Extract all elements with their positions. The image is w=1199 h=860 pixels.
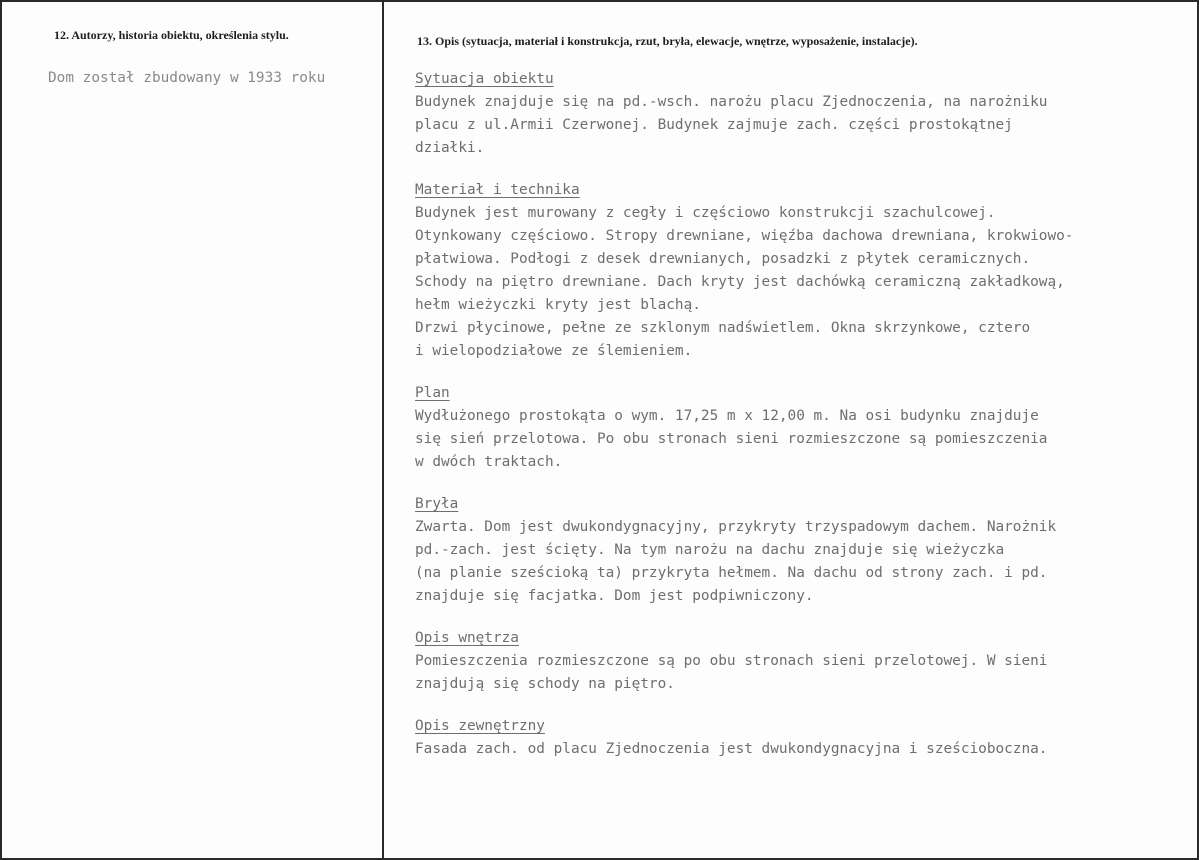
text-line: placu z ul.Armii Czerwonej. Budynek zajmuje zach. części prostokątnej bbox=[415, 117, 1013, 133]
text-line: znajdują się schody na piętro. bbox=[415, 676, 675, 692]
section-12-heading: 12. Autorzy, historia obiektu, określenia stylu. bbox=[54, 28, 289, 42]
text-line: Otynkowany częściowo. Stropy drewniane, więźba dachowa drewniana, krokwiowo- bbox=[415, 228, 1074, 244]
text-line: hełm wieżyczki kryty jest blachą. bbox=[415, 297, 701, 313]
text-line: Wydłużonego prostokąta o wym. 17,25 m x 12,00 m. Na osi budynku znajduje bbox=[415, 408, 1039, 424]
section-exterior bbox=[415, 715, 1195, 761]
text-line: i wielopodziałowe ze ślemieniem. bbox=[415, 343, 693, 359]
text-line: Zwarta. Dom jest dwukondygnacyjny, przykryty trzyspadowym dachem. Narożnik bbox=[415, 519, 1057, 535]
section-title: Bryła bbox=[415, 496, 459, 512]
section-title: Plan bbox=[415, 385, 450, 401]
section-title: Materiał i technika bbox=[415, 182, 580, 198]
section-13-heading: 13. Opis (sytuacja, materiał i konstrukcja, rzut, bryła, elewacje, wnętrze, wyposażenie, instalacje). bbox=[417, 34, 918, 48]
text-line: (na planie sześcioką ta) przykryta hełmem. Na dachu od strony zach. i pd. bbox=[415, 565, 1048, 581]
text-line: płatwiowa. Podłogi z desek drewnianych, posadzki z płytek ceramicznych. bbox=[415, 251, 1031, 267]
section-massing bbox=[415, 493, 1195, 608]
section-title: Sytuacja obiektu bbox=[415, 71, 554, 87]
text-line: pd.-zach. jest ścięty. Na tym narożu na dachu znajduje się wieżyczka bbox=[415, 542, 1005, 558]
text-line: Budynek znajduje się na pd.-wsch. narożu placu Zjednoczenia, na narożniku bbox=[415, 94, 1048, 110]
text-line: Drzwi płycinowe, pełne ze szklonym nadświetlem. Okna skrzynkowe, cztero bbox=[415, 320, 1031, 336]
text-line: w dwóch traktach. bbox=[415, 454, 563, 470]
section-plan bbox=[415, 382, 1195, 474]
text-line: znajduje się facjatka. Dom jest podpiwniczony. bbox=[415, 588, 814, 604]
section-material bbox=[415, 179, 1195, 363]
history-text: Dom został zbudowany w 1933 roku bbox=[48, 70, 326, 86]
text-line: Schody na piętro drewniane. Dach kryty jest dachówką ceramiczną zakładkową, bbox=[415, 274, 1065, 290]
section-title: Opis zewnętrzny bbox=[415, 718, 545, 734]
column-divider bbox=[382, 2, 384, 858]
section-interior bbox=[415, 627, 1195, 696]
text-line: działki. bbox=[415, 140, 485, 156]
description-content bbox=[415, 68, 1195, 761]
text-line: Pomieszczenia rozmieszczone są po obu stronach sieni przelotowej. W sieni bbox=[415, 653, 1048, 669]
text-line: Budynek jest murowany z cegły i częściowo konstrukcji szachulcowej. bbox=[415, 205, 996, 221]
section-title: Opis wnętrza bbox=[415, 630, 519, 646]
text-line: Fasada zach. od placu Zjednoczenia jest dwukondygnacyjna i sześcioboczna. bbox=[415, 741, 1048, 757]
section-situation bbox=[415, 68, 1195, 160]
text-line: się sień przelotowa. Po obu stronach sieni rozmieszczone są pomieszczenia bbox=[415, 431, 1048, 447]
